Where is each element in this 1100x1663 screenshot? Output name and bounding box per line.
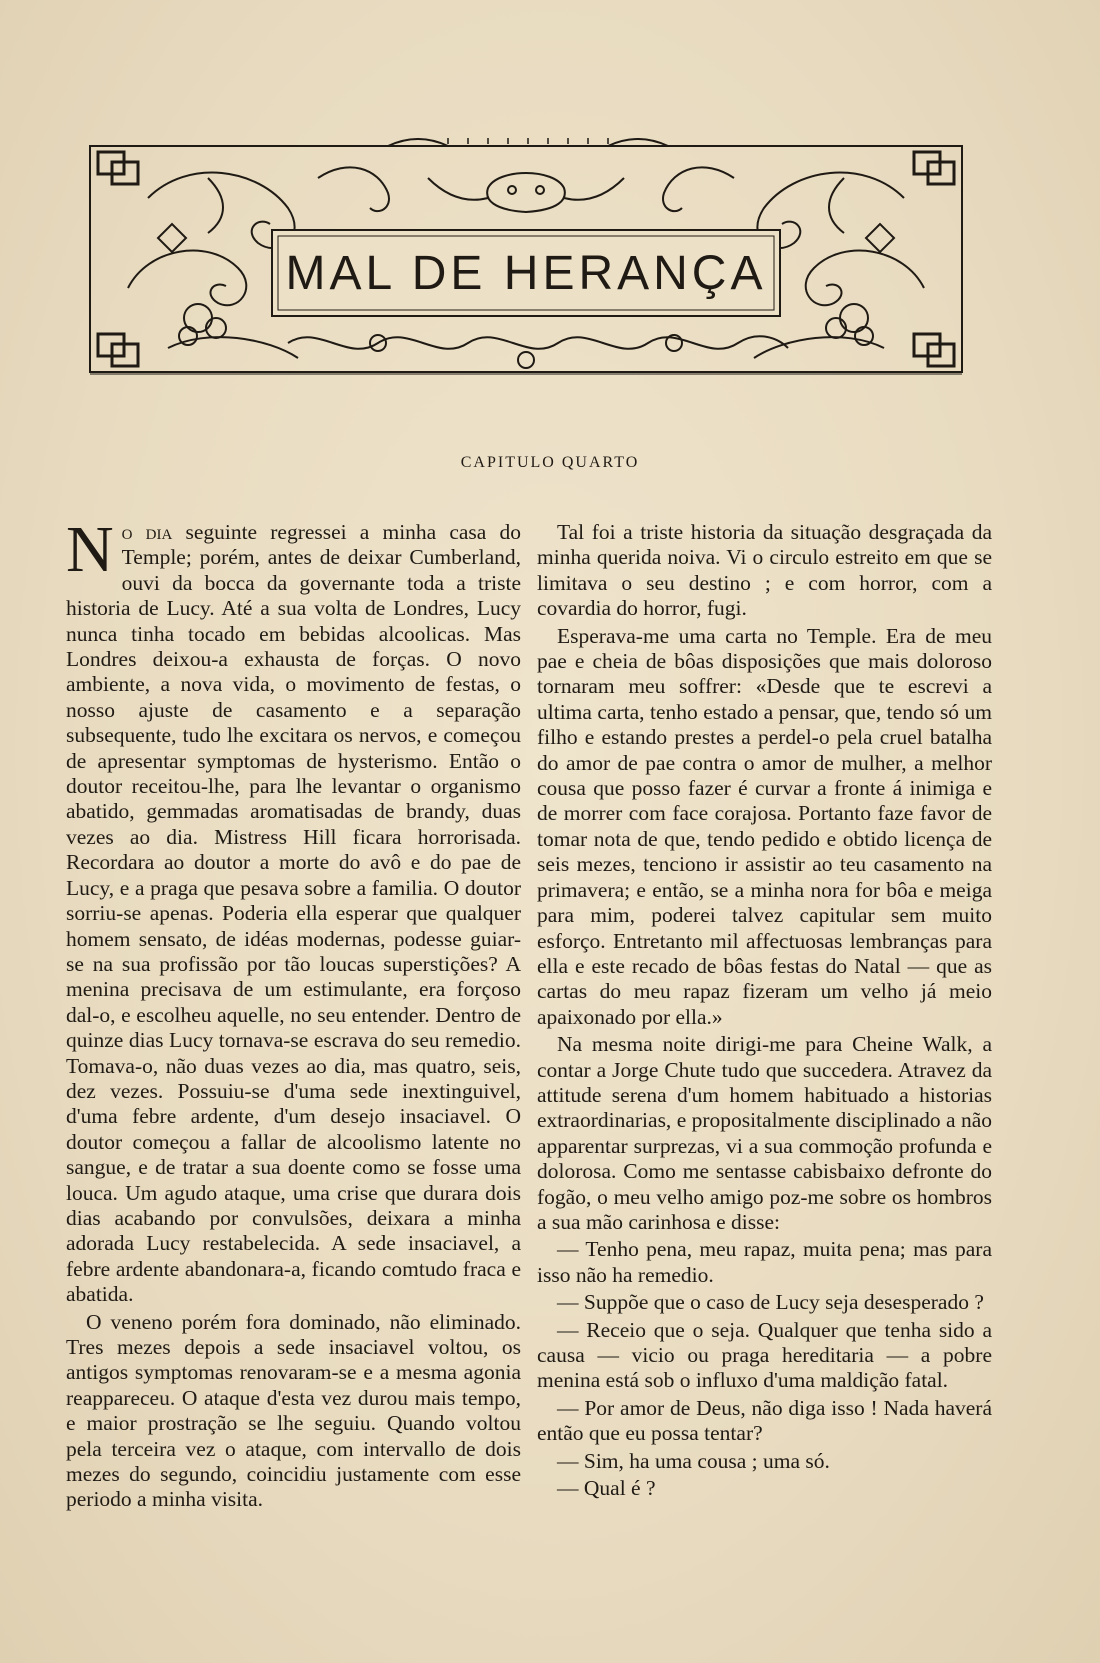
right-paragraph-3: Na mesma noite dirigi-me para Cheine Walk, a contar a Jorge Chute tudo que succedera. Atravez da attitude serena d'um homem habituado a historias extraordinarias, e propositalmente disciplinado a não apparentar surprezas, vi a sua commoção profunda e dolorosa. Como me sentasse cabisbaixo defronte do fogão, o meu velho amigo poz-me sobre os hombros a sua mão carinhosa e disse:: [537, 1032, 992, 1234]
left-paragraph-1-text: seguinte regressei a minha casa do Temple; porém, antes de deixar Cumberland, ouvi da bocca da governante toda a triste historia de Lucy. Até a sua volta de Londres, Lucy nunca tinha tocado em bebidas alcoolicas. Mas Londres deixou-a exhausta de forças. O novo ambiente, a nova vida, o movimento de festas, o nosso ajuste de casamento e a separação subsequente, tudo lhe excitara os nervos, e começou de apresentar symptomas de hysterismo. Então o doutor receitou-lhe, para lhe levantar o organismo abatido, gemmadas aromatisadas de brandy, duas vezes ao dia. Mistress Hill ficara horrorisada. Recordara ao doutor a morte do avô e do pae de Lucy, e a praga que pesava sobre a familia. O doutor sorriu-se apenas. Poderia ella esperar que qualquer homem sensato, de idéas modernas, podesse guiar-se na sua profissão por tão loucas superstições? A menina precisava de um estimulante, era forçoso dal-o, e escolheu aquelle, no seu entender. Dentro de quinze dias Lucy tornava-se escrava do seu remedio. Tomava-o, não duas vezes ao dia, mas quatro, seis, dez vezes. Possuiu-se d'uma sede inextinguivel, d'uma febre ardente, d'um desejo insaciavel. O doutor começou a fallar de alcoolismo latente no sangue, e de tratar a sua doente como se fosse uma louca. Um agudo ataque, uma crise que durara dois dias acabando por convulsões, deixara a minha adorada Lucy restabelecida. A sede insaciavel, a febre ardente abandonara-a, ficando comtudo fraca e abatida.: [66, 520, 521, 1307]
drop-cap: N: [66, 513, 114, 586]
right-paragraph-2: Esperava-me uma carta no Temple. Era de meu pae e cheia de bôas disposições que mais doloroso tornaram meu soffrer: «Desde que te escrevi a ultima carta, tenho estado a pensar, que, tendo só um filho e estando prestes a perdel-o pela cruel batalha do amor de pae contra o amor de mulher, a melhor cousa que posso fazer é curvar a fronte á inimiga e de morrer com face corajosa. Portanto faze favor de tomar nota de que, tendo pedido e obtido licença de seis mezes, tenciono ir assistir ao teu casamento na primavera; e então, se a minha nora for bôa e meiga para mim, poderei talvez capitular sem muito esforço. Entretanto mil affectuosas lembranças para ella e este recado de bôas festas do Natal — que as cartas do meu rapaz fizeram um velho já meio apaixonado por ella.»: [537, 623, 992, 1029]
chapter-heading: CAPITULO QUARTO: [460, 454, 640, 471]
right-paragraph-1: Tal foi a triste historia da situação desgraçada da minha querida noiva. Vi o circulo estreito em que se limitava o seu destino ; e com horror, com a covardia do horror, fugi.: [537, 520, 992, 621]
article-title: MAL DE HERANÇA: [285, 246, 767, 300]
ornamental-title-banner: [88, 138, 964, 400]
dialogue-line-2: — Suppõe que o caso de Lucy seja desesperado ?: [557, 1290, 984, 1315]
dialogue-line-6: — Qual é ?: [557, 1476, 656, 1501]
right-column: [537, 520, 992, 1501]
dialogue-line-3: — Receio que o seja. Qualquer que tenha sido a causa — vicio ou praga hereditaria — a pobre menina está sob o influxo d'uma maldição fatal.: [537, 1317, 992, 1393]
left-paragraph-1: [66, 513, 521, 1308]
title-panel: [276, 234, 776, 312]
dialogue-line-5: — Sim, ha uma cousa ; uma só.: [557, 1448, 830, 1473]
left-paragraph-2: O veneno porém fora dominado, não eliminado. Tres mezes depois a sede insaciavel voltou, os antigos symptomas renovaram-se e a mesma agonia reappareceu. O ataque d'esta vez durou mais tempo, e maior prostração se lhe seguiu. Quando voltou pela terceira vez o ataque, com intervallo de dois mezes do segundo, coincidiu justamente com esse periodo a minha visita.: [66, 1309, 521, 1512]
lead-in: o dia: [121, 520, 173, 544]
dialogue-line-4: — Por amor de Deus, não diga isso ! Nada haverá então que eu possa tentar?: [537, 1395, 992, 1446]
dialogue-line-1: — Tenho pena, meu rapaz, muita pena; mas para isso não ha remedio.: [537, 1237, 992, 1287]
left-column: [66, 513, 521, 1513]
